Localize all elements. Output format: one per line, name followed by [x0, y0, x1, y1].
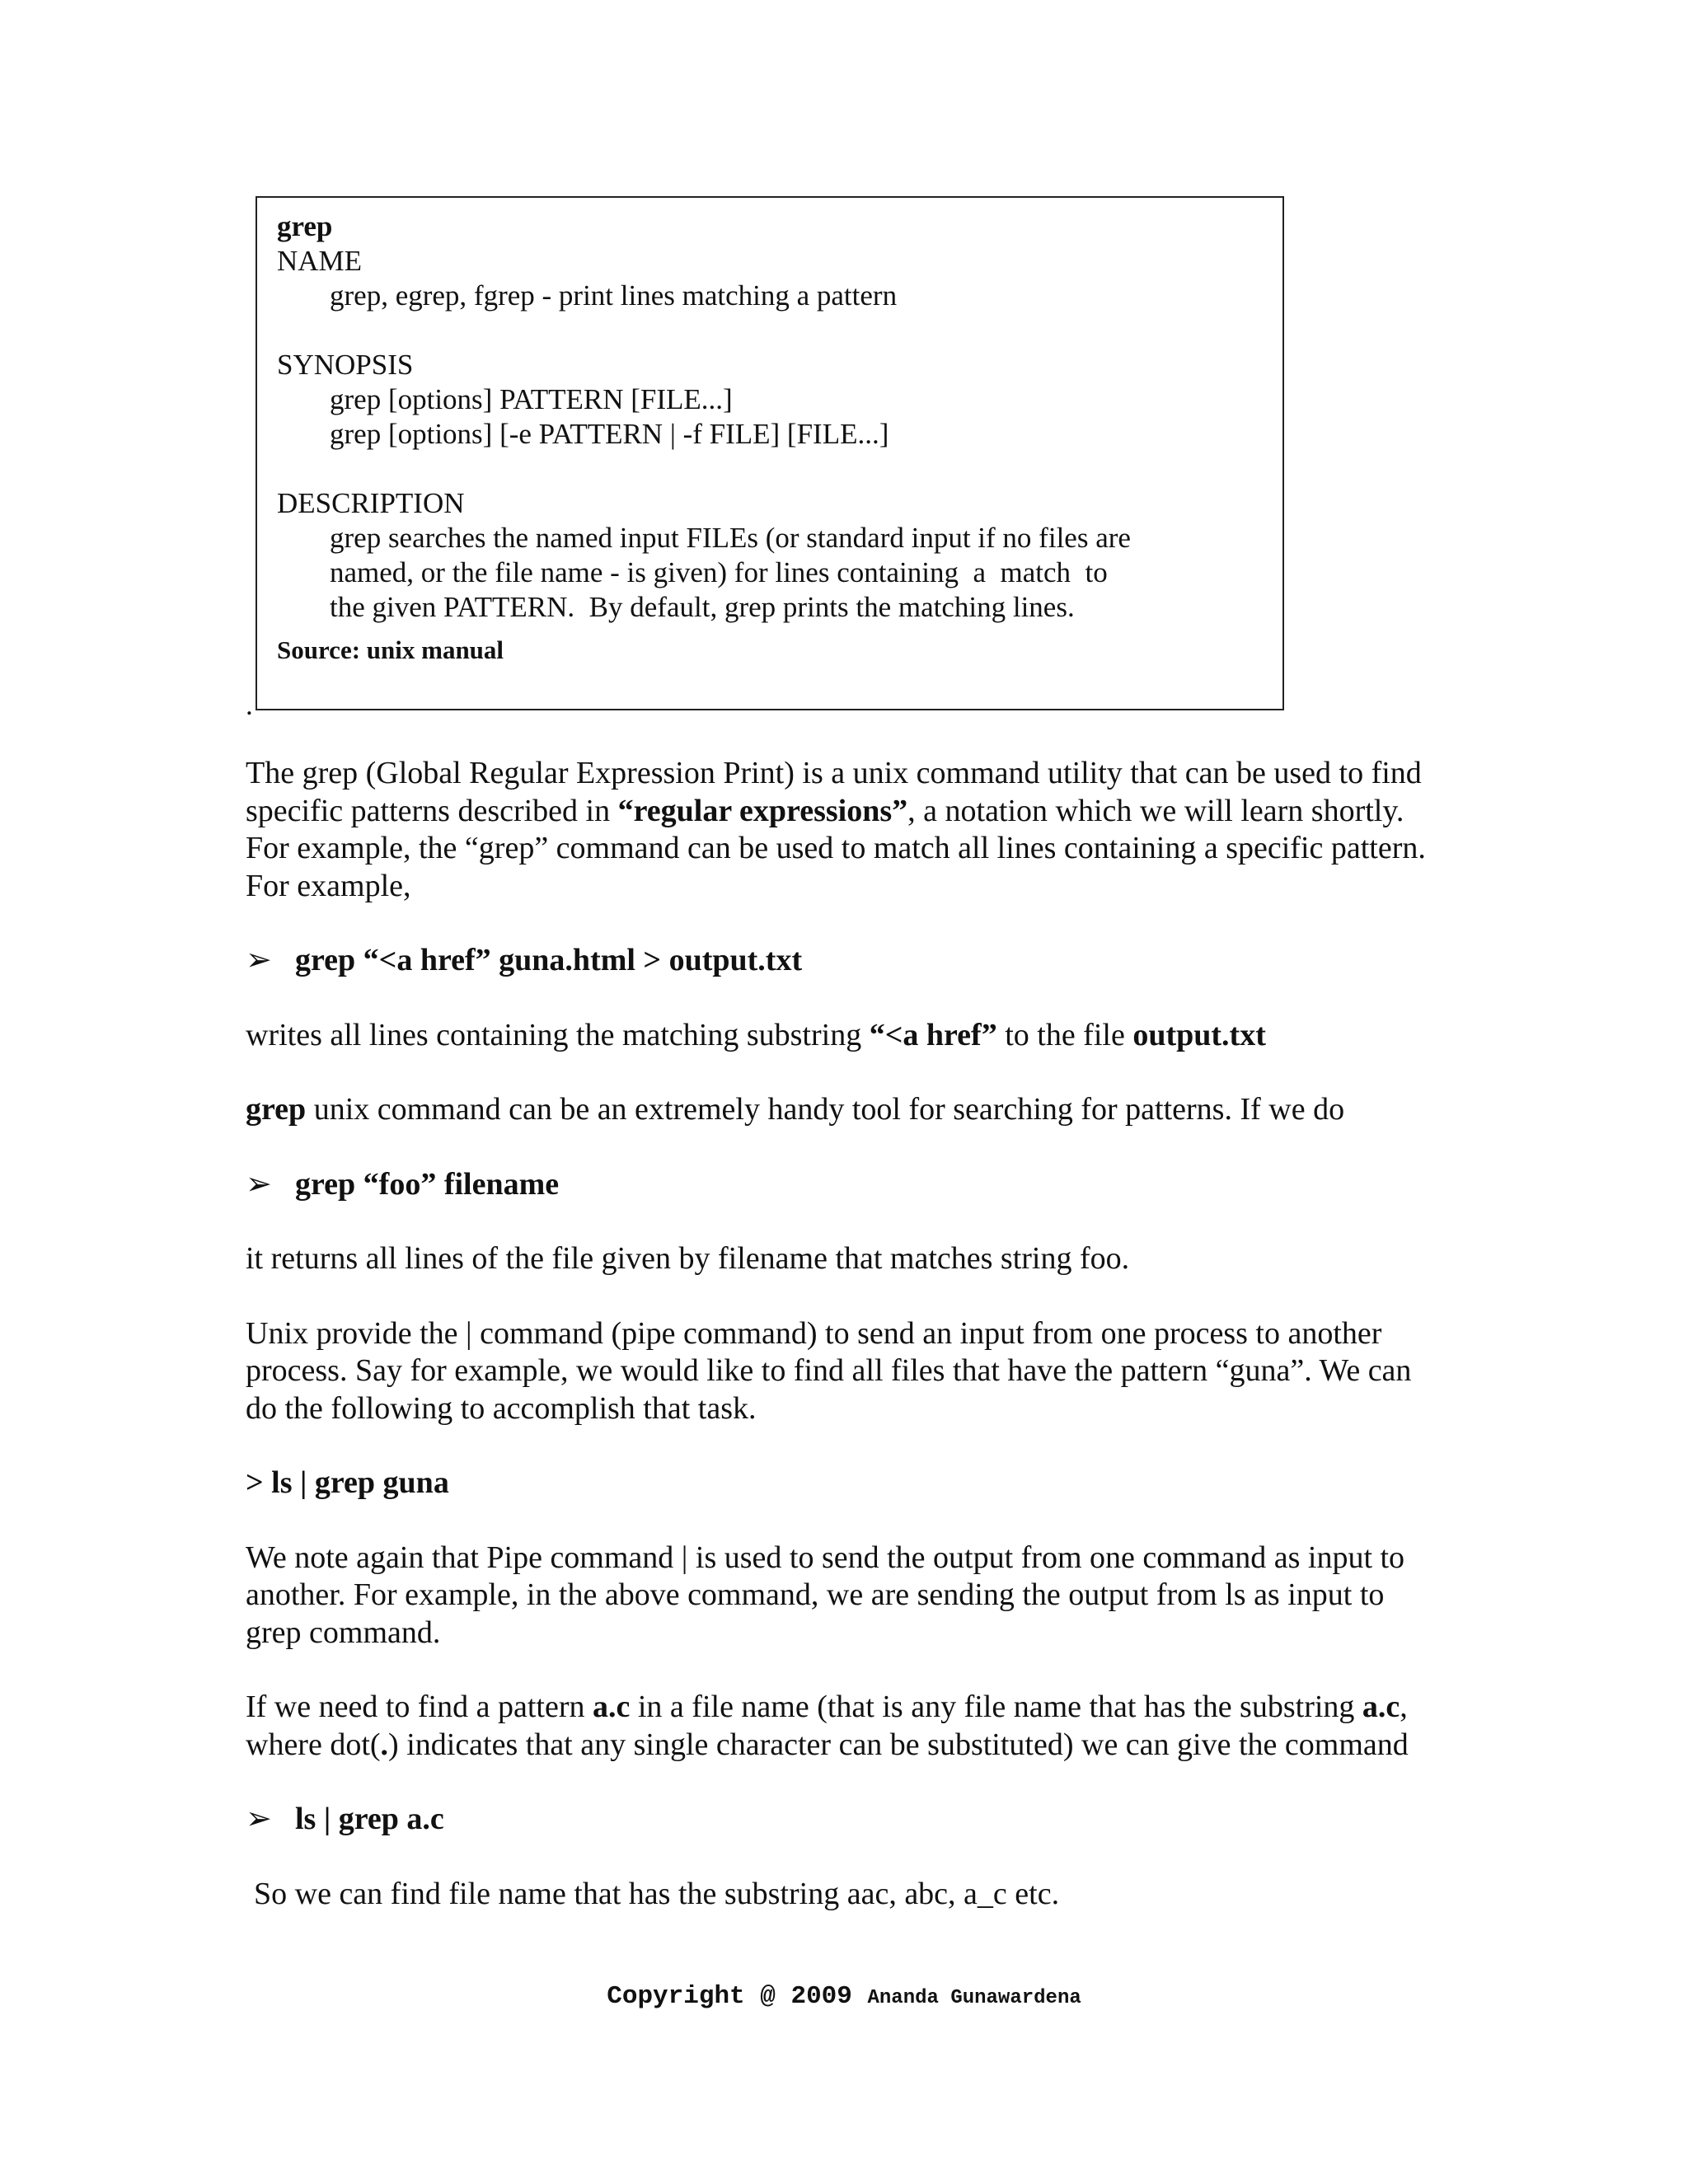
man-name-text: grep, egrep, fgrep - print lines matching a pattern — [330, 279, 898, 312]
paragraph-handy — [246, 1091, 1432, 1129]
pattern-emphasis-2: a.c — [1362, 1690, 1400, 1724]
paragraph-pattern — [246, 1689, 1432, 1764]
bullet-arrow-icon: ➢ — [246, 943, 272, 977]
man-title: grep — [277, 210, 333, 242]
paragraph-intro-text-2: , a notation which we will learn shortly. For example, the “grep” command can be used to match all lines containing a specific pattern. For example, — [246, 793, 1426, 903]
paragraph-pipe-note: We note again that Pipe command | is used to send the output from one command as input to another. For example, in the above command, we are sending the output from ls as input to grep command. — [246, 1540, 1405, 1650]
paragraph-intro-text: The grep (Global Regular Expression Print) is a unix command utility that can be used to find specific patterns described in — [246, 756, 1422, 828]
man-source: Source: unix manual — [277, 635, 504, 664]
paragraph-pipe: Unix provide the | command (pipe command) to send an input from one process to another process. Say for example, we would like to find all files that have the pattern “guna”. We can do the following to accomplish that task. — [246, 1315, 1412, 1426]
man-synopsis-heading: SYNOPSIS — [277, 349, 414, 381]
paragraph-pattern-text: If we need to find a pattern — [246, 1690, 593, 1724]
bullet-arrow-icon: ➢ — [246, 1166, 272, 1202]
command-bullet-2 — [246, 1166, 1432, 1204]
regular-expressions-emphasis: “regular expressions” — [617, 793, 908, 828]
man-description-line-2: named, or the file name - is given) for lines containing a match to — [330, 556, 1108, 588]
paragraph-handy-text: unix command can be an extremely handy tool for searching for patterns. If we do — [306, 1092, 1345, 1127]
man-synopsis-line-2: grep [options] [-e PATTERN | -f FILE] [FILE...] — [330, 418, 889, 450]
man-description-line-3: the given PATTERN. By default, grep prints the matching lines. — [330, 591, 1075, 623]
dot-emphasis: . — [380, 1727, 389, 1762]
author-name: Ananda Gunawardena — [867, 1987, 1081, 2009]
paragraph-conclusion: So we can find file name that has the substring aac, abc, a_c etc. — [254, 1876, 1060, 1911]
paragraph-writes — [246, 1017, 1432, 1055]
man-synopsis-line-1: grep [options] PATTERN [FILE...] — [330, 383, 733, 415]
man-name-heading: NAME — [277, 245, 363, 277]
page-footer — [0, 1982, 1688, 2011]
man-spacer — [277, 452, 1282, 486]
man-page-box — [256, 196, 1284, 710]
href-emphasis: “<a href” — [869, 1017, 997, 1052]
copyright-text: Copyright @ 2009 — [607, 1982, 868, 2011]
command-ls-grep-ac: ls | grep a.c — [295, 1802, 444, 1836]
stray-dot: . — [246, 689, 253, 721]
man-description-line-1: grep searches the named input FILEs (or standard input if no files are — [330, 522, 1131, 554]
bullet-arrow-icon: ➢ — [246, 1802, 272, 1836]
paragraph-writes-text-2: to the file — [996, 1017, 1133, 1052]
command-bullet-1 — [246, 942, 1432, 980]
command-ls-grep-guna: > ls | grep guna — [246, 1465, 449, 1500]
grep-emphasis: grep — [246, 1092, 307, 1127]
man-spacer — [277, 313, 1282, 348]
command-grep-foo: grep “foo” filename — [295, 1166, 560, 1202]
command-grep-href: grep “<a href” guna.html > output.txt — [295, 943, 803, 977]
paragraph-returns: it returns all lines of the file given by filename that matches string foo. — [246, 1241, 1130, 1276]
body-text — [246, 755, 1432, 1950]
paragraph-writes-text: writes all lines containing the matching substring — [246, 1017, 870, 1052]
paragraph-pattern-text-4: ) indicates that any single character can be substituted) we can give the command — [388, 1727, 1409, 1762]
paragraph-intro — [246, 755, 1432, 905]
man-description-heading: DESCRIPTION — [277, 487, 465, 519]
output-file-emphasis: output.txt — [1132, 1017, 1266, 1052]
paragraph-pattern-text-3: , where dot( — [246, 1690, 1408, 1762]
command-bullet-3 — [246, 1801, 1432, 1839]
paragraph-pattern-text-2: in a file name (that is any file name that has the substring — [630, 1690, 1362, 1724]
pattern-emphasis: a.c — [593, 1690, 631, 1724]
